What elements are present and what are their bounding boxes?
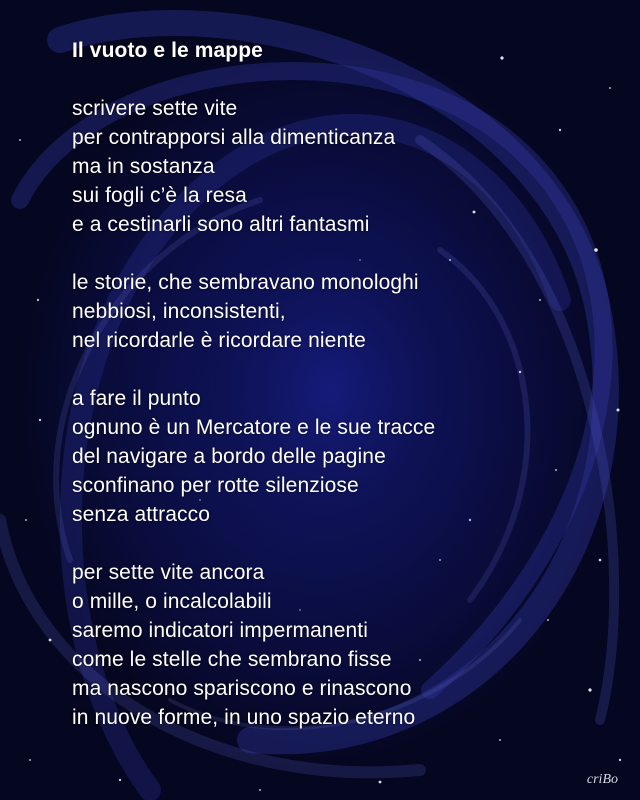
poem-line: ma in sostanza	[72, 155, 215, 178]
poem-line: nel ricordarle è ricordare niente	[72, 329, 366, 352]
stanza	[72, 268, 612, 355]
poem	[72, 36, 612, 761]
poem-line: le storie, che sembravano monologhi	[72, 271, 419, 294]
poem-line: ognuno è un Mercatore e le sue tracce	[72, 416, 436, 439]
poem-line: scrivere sette vite	[72, 97, 238, 120]
poem-line: del navigare a bordo delle pagine	[72, 445, 386, 468]
poem-title: Il vuoto e le mappe	[72, 39, 263, 62]
author-signature: criBo	[586, 772, 618, 787]
poem-line: ma nascono spariscono e rinascono	[72, 677, 412, 700]
stanza	[72, 558, 612, 732]
poem-line: nebbiosi, inconsistenti,	[72, 300, 286, 323]
poem-line: sconfinano per rotte silenziose	[72, 474, 359, 497]
poem-line: senza attracco	[72, 503, 210, 526]
stanza	[72, 384, 612, 529]
poem-line: e a cestinarli sono altri fantasmi	[72, 213, 370, 236]
poem-line: a fare il punto	[72, 387, 201, 410]
poem-line: sui fogli c’è la resa	[72, 184, 247, 207]
poem-line: o mille, o incalcolabili	[72, 590, 272, 613]
poem-line: in nuove forme, in uno spazio eterno	[72, 706, 416, 729]
poem-line: saremo indicatori impermanenti	[72, 619, 368, 642]
poem-line: come le stelle che sembrano fisse	[72, 648, 392, 671]
stanza	[72, 94, 612, 239]
poem-line: per contrapporsi alla dimenticanza	[72, 126, 396, 149]
poem-line: per sette vite ancora	[72, 561, 265, 584]
